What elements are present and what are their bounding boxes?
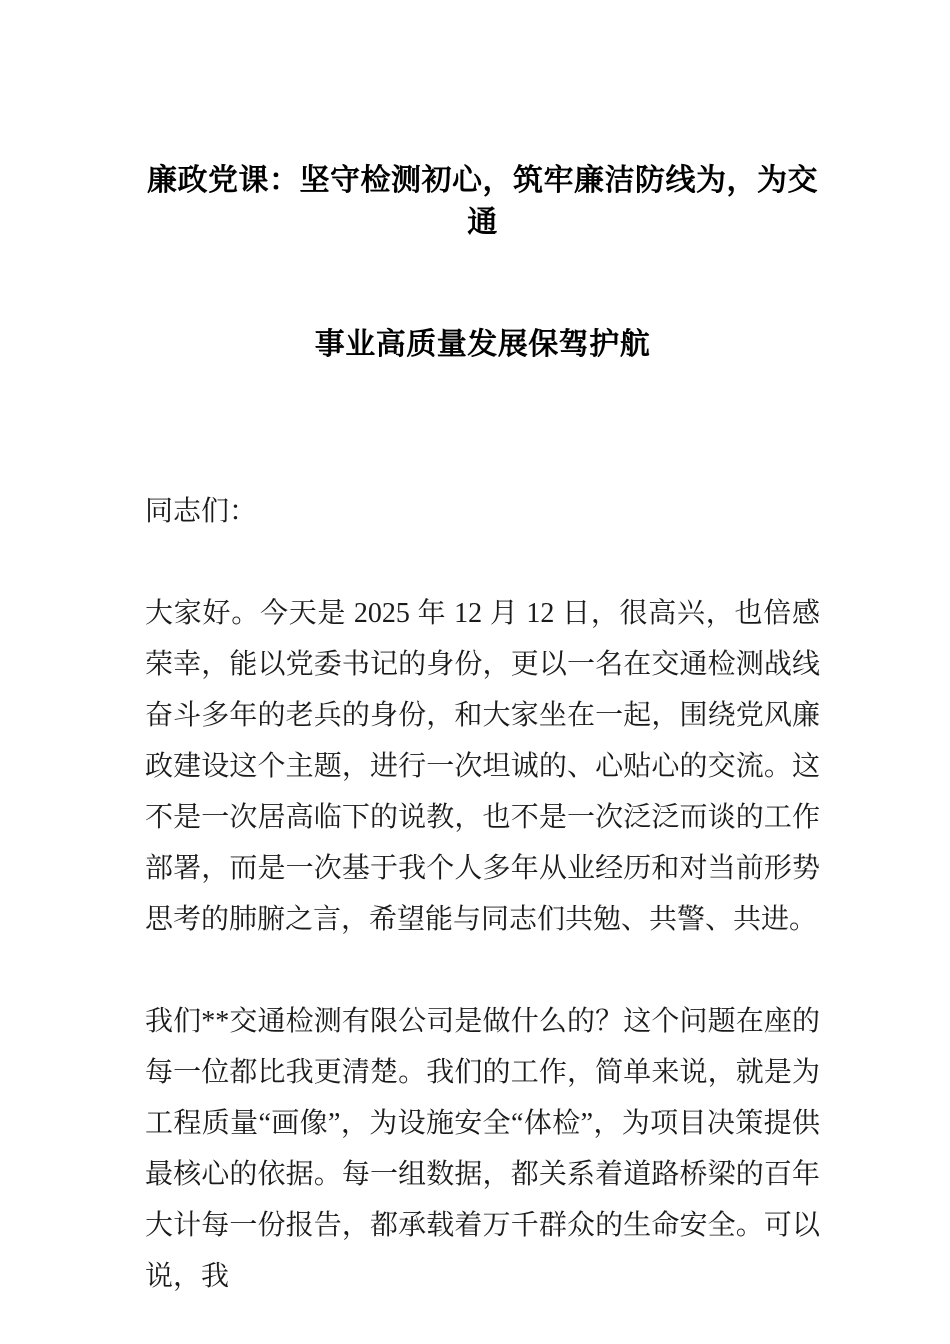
paragraph-greeting: 大家好。今天是 2025 年 12 月 12 日，很高兴，也倍感荣幸，能以党委书记的身份，更以一名在交通检测战线奋斗多年的老兵的身份，和大家坐在一起，围绕党风廉政建设这个主题，进行一次坦诚的、心贴心的交流。这不是一次居高临下的说教，也不是一次泛泛而谈的工作部署，而是一次基于我个人多年从业经历和对当前形势思考的肺腑之言，希望能与同志们共勉、共警、共进。 <box>145 598 820 935</box>
document-title-line-1: 廉政党课：坚守检测初心，筑牢廉洁防线为，为交通 <box>147 164 818 239</box>
paragraph-company-role: 我们**交通检测有限公司是做什么的？这个问题在座的每一位都比我更清楚。我们的工作，简单来说，就是为工程质量“画像”，为设施安全“体检”，为项目决策提供最核心的依据。每一组数据，都关系着道路桥梁的百年大计每一份报告，都承载着万千群众的生命安全。可以说，我 <box>145 1006 820 1292</box>
document-content <box>0 160 950 1302</box>
document-title-line-2: 事业高质量发展保驾护航 <box>314 328 651 361</box>
document-body <box>145 486 820 1302</box>
paragraph-salutation: 同志们： <box>145 496 258 527</box>
